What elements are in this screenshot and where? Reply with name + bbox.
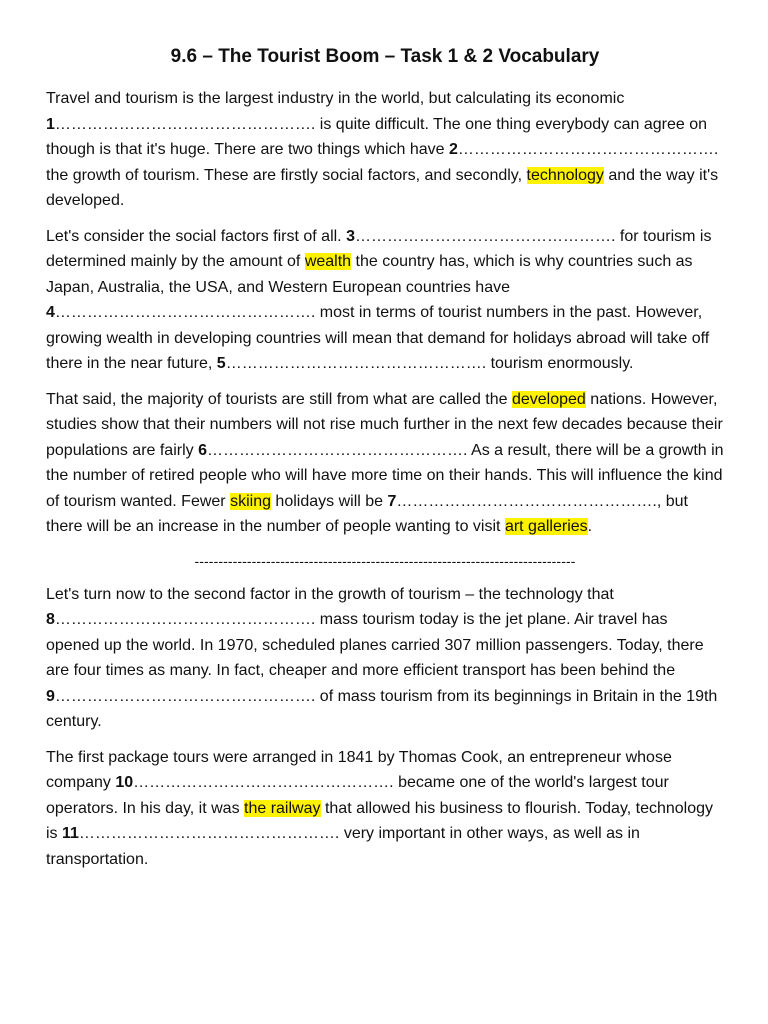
text: became one of the world's largest tour operators. In his day, it was [46,774,669,817]
text: mass tourism today is the jet plane. Air travel has opened up the world. In 1970, scheduled planes carried 307 million passengers. Today, there are four times as many. In fact, cheaper and more efficient transport has been behind the [46,611,704,679]
gap-blank-10[interactable]: …………………………………………. [133,774,394,791]
paragraph-1 [46,86,724,214]
highlight-technology: technology [526,166,604,184]
gap-blank-4[interactable]: …………………………………………. [54,304,316,321]
paragraph-5 [46,745,724,873]
gap-number-9: 9 [46,687,55,705]
highlight-the-railway: the railway [244,799,321,817]
gap-number-4: 4 [46,304,55,321]
text: Let's consider the social factors first of all. [46,227,347,245]
text: the growth of tourism. These are firstly social factors, and secondly, [46,166,527,184]
gap-number-7: 7 [387,492,397,510]
gap-number-11: 11 [62,825,79,842]
gap-blank-5[interactable]: …………………………………………. [225,355,487,372]
paragraph-2 [46,224,724,377]
text: is quite difficult. The one thing everybody can agree on though is that it's huge. There are two things which have [46,115,708,158]
gap-blank-9[interactable]: …………………………………………. [54,687,316,705]
gap-blank-2[interactable]: …………………………………………. [457,141,719,158]
gap-number-6: 6 [198,441,207,459]
text: for tourism is determined mainly by the amount of [46,227,712,270]
text: As a result, there will be a growth in the number of retired people who will have more time on their hands. This will influence the kind of tourism wanted. Fewer [46,441,724,510]
text: Let's turn now to the second factor in the growth of tourism – the technology that [46,585,614,603]
text: that allowed his business to flourish. Today, technology is [46,799,714,842]
gap-blank-1[interactable]: …………………………………………. [54,115,316,133]
text: the country has, which is why countries such as Japan, Australia, the USA, and Western European countries have [46,253,693,296]
section-divider: -------------------------------------------------------------------------------- [194,552,576,569]
highlight-wealth: wealth [304,253,352,270]
text: tourism enormously. [486,355,634,372]
gap-blank-7[interactable]: …………………………………………. [396,492,657,510]
text: , but there will be an increase in the number of people wanting to visit [46,492,688,535]
gap-number-1: 1 [46,115,55,133]
paragraph-3 [46,387,724,540]
gap-blank-11[interactable]: …………………………………………. [78,825,340,842]
text: Travel and tourism is the largest industry in the world, but calculating its economic [46,90,625,107]
gap-blank-3[interactable]: …………………………………………. [354,227,616,245]
gap-blank-6[interactable]: …………………………………………. [207,441,468,459]
text: . [587,518,593,535]
gap-number-5: 5 [216,355,226,372]
text: of mass tourism from its beginnings in Britain in the 19th century. [46,687,718,730]
text: That said, the majority of tourists are still from what are called the [46,390,512,408]
paragraph-4 [46,582,724,735]
text: very important in other ways, as well as in transportation. [46,825,640,868]
text: and the way it's developed. [46,166,719,209]
text: nations. However, studies show that their numbers will not rise much further in the next few decades because their populations are fairly [46,390,723,459]
gap-number-10: 10 [115,774,134,791]
highlight-developed: developed [511,390,586,408]
page-title: 9.6 – The Tourist Boom – Task 1 & 2 Vocabulary [170,46,600,67]
highlight-art-galleries: art galleries [504,518,588,535]
gap-number-3: 3 [346,227,355,245]
text: holidays will be [270,492,388,510]
gap-number-8: 8 [46,611,55,628]
text: most in terms of tourist numbers in the past. However, growing wealth in developing countries will mean that demand for holidays abroad will take off there in the near future, [46,304,710,372]
gap-blank-8[interactable]: …………………………………………. [54,611,316,628]
gap-number-2: 2 [449,141,458,158]
text: The first package tours were arranged in 1841 by Thomas Cook, an entrepreneur whose company [46,748,672,791]
highlight-skiing: skiing [230,492,271,510]
